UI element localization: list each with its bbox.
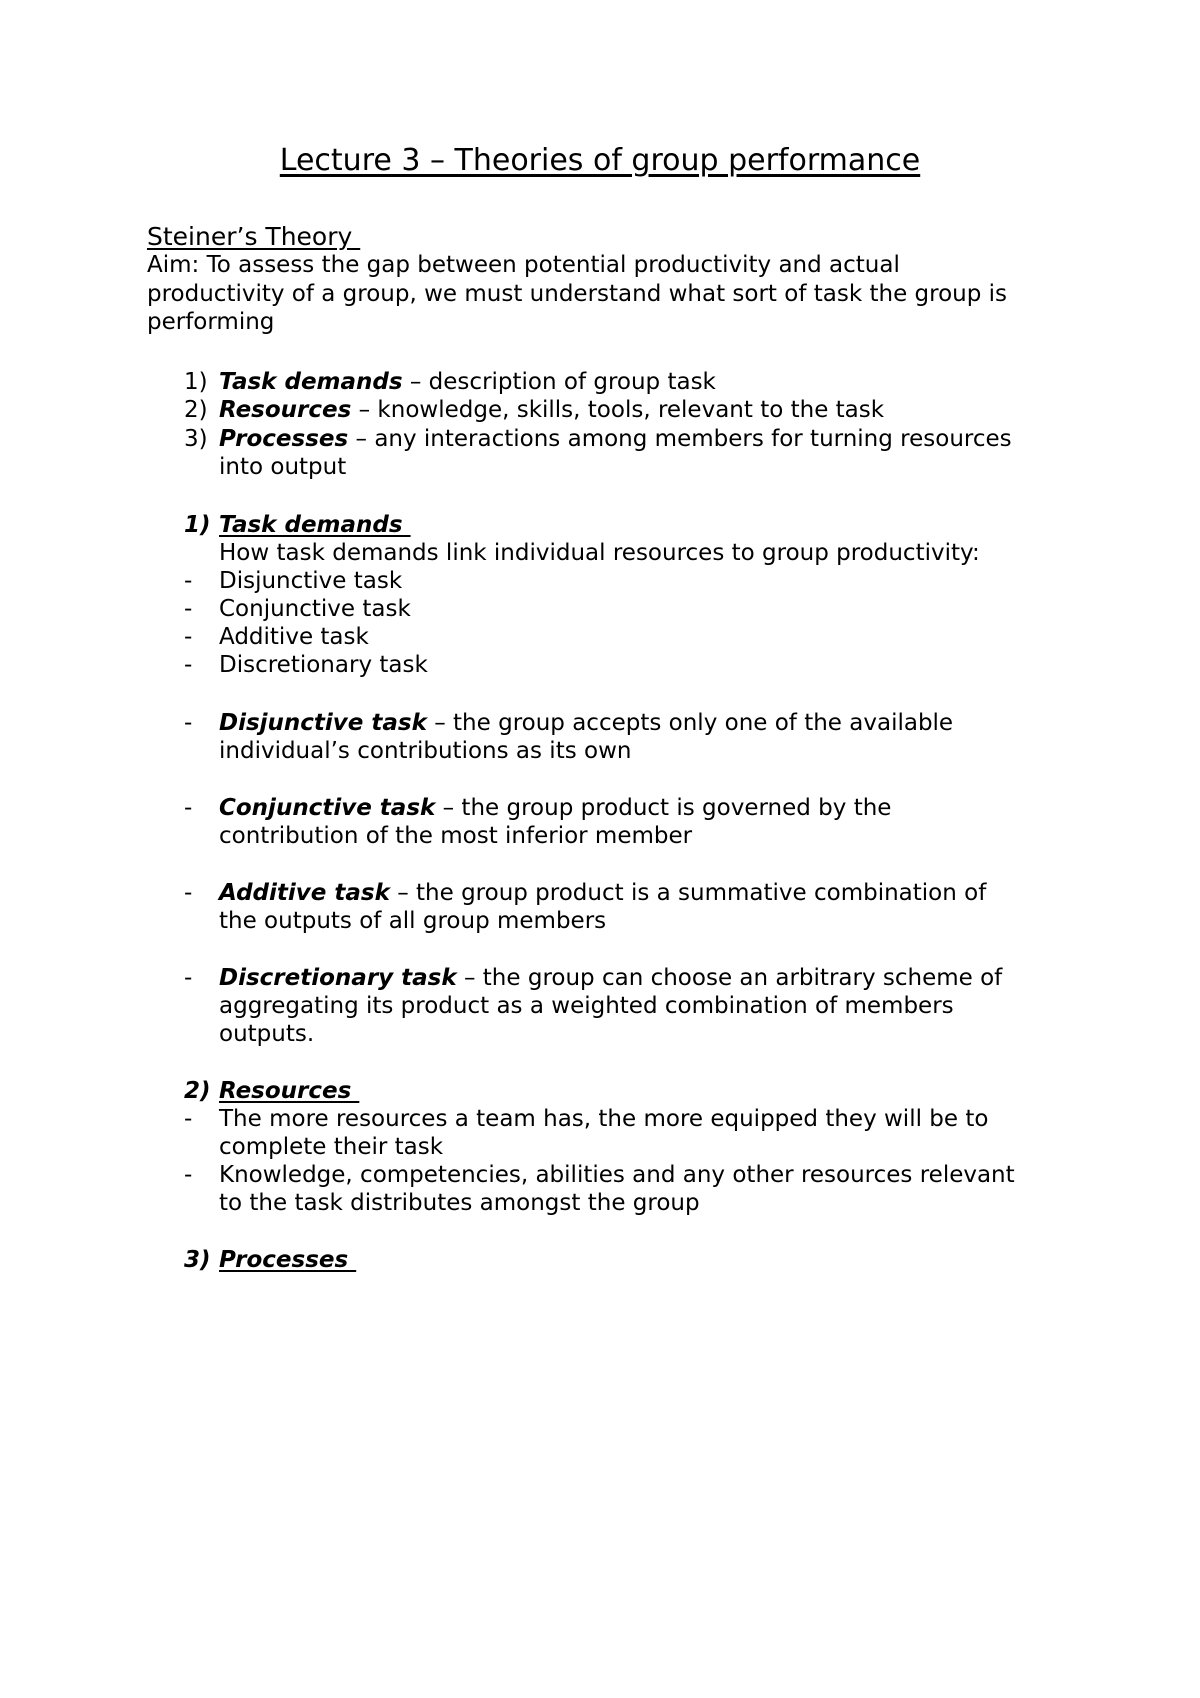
subsection-heading-processes xyxy=(0,1246,1200,1275)
bullet-item xyxy=(0,1161,1200,1190)
definition-text: individual’s contributions as its own xyxy=(219,738,632,764)
bullet-dash: - xyxy=(184,880,193,906)
item-term: Processes xyxy=(219,426,349,452)
definition-term: Additive task xyxy=(219,880,390,906)
bullet-dash: - xyxy=(184,624,193,650)
page-title: Lecture 3 – Theories of group performance xyxy=(279,143,921,178)
subsection-title: Task demands xyxy=(219,512,411,538)
definition-item xyxy=(0,879,1200,908)
numbered-item xyxy=(0,425,1200,454)
definition-text: – the group product is a summative combination of xyxy=(389,880,987,906)
subsection-heading-task-demands xyxy=(0,511,1200,540)
item-text: – any interactions among members for turning resources xyxy=(348,426,1012,452)
subsection-title: Processes xyxy=(219,1247,357,1273)
definition-term: Conjunctive task xyxy=(219,795,436,821)
bullet-item xyxy=(0,651,1200,680)
item-number: 3) xyxy=(184,426,208,452)
subsection-intro xyxy=(0,539,1200,568)
bullet-text: Discretionary task xyxy=(219,652,428,678)
numbered-item-continuation xyxy=(0,453,1200,482)
bullet-item xyxy=(0,1105,1200,1134)
subsection-heading-resources xyxy=(0,1077,1200,1106)
definition-term: Disjunctive task xyxy=(219,710,427,736)
item-text: into output xyxy=(219,454,347,480)
bullet-continuation xyxy=(0,1133,1200,1162)
aim-paragraph xyxy=(147,251,1067,337)
bullet-text: The more resources a team has, the more equipped they will be to xyxy=(219,1106,989,1132)
subsection-title: Resources xyxy=(219,1078,360,1104)
item-term: Resources xyxy=(219,397,352,423)
item-number: 2) xyxy=(184,397,208,423)
definition-text: contribution of the most inferior member xyxy=(219,823,693,849)
item-term: Task demands xyxy=(219,369,403,395)
bullet-dash: - xyxy=(184,568,193,594)
subsection-number: 3) xyxy=(184,1247,211,1273)
bullet-dash: - xyxy=(184,795,193,821)
bullet-item xyxy=(0,567,1200,596)
definition-text: – the group product is governed by the xyxy=(435,795,892,821)
definition-continuation xyxy=(0,992,1200,1021)
section-heading: Steiner’s Theory xyxy=(147,222,361,251)
definition-text: – the group accepts only one of the available xyxy=(426,710,954,736)
definition-text: – the group can choose an arbitrary scheme of xyxy=(456,965,1003,991)
definition-continuation xyxy=(0,907,1200,936)
bullet-dash: - xyxy=(184,965,193,991)
intro-text: How task demands link individual resources to group productivity: xyxy=(219,540,980,566)
bullet-continuation xyxy=(0,1189,1200,1218)
definition-text: aggregating its product as a weighted combination of members xyxy=(219,993,954,1019)
bullet-dash: - xyxy=(184,652,193,678)
definition-continuation xyxy=(0,822,1200,851)
definition-continuation xyxy=(0,737,1200,766)
definition-text: outputs. xyxy=(219,1021,315,1047)
definition-text: the outputs of all group members xyxy=(219,908,607,934)
bullet-text: Conjunctive task xyxy=(219,596,411,622)
bullet-text: Knowledge, competencies, abilities and any other resources relevant xyxy=(219,1162,1015,1188)
item-text: – knowledge, skills, tools, relevant to the task xyxy=(351,397,885,423)
item-text: – description of group task xyxy=(402,369,716,395)
numbered-item xyxy=(0,368,1200,397)
bullet-text: Disjunctive task xyxy=(219,568,403,594)
aim-line: performing xyxy=(147,309,275,335)
numbered-item xyxy=(0,396,1200,425)
bullet-dash: - xyxy=(184,596,193,622)
bullet-text: to the task distributes amongst the group xyxy=(219,1190,700,1216)
aim-line: Aim: To assess the gap between potential productivity and actual xyxy=(147,252,900,278)
aim-line: productivity of a group, we must understand what sort of task the group is xyxy=(147,280,1008,307)
definition-item xyxy=(0,794,1200,823)
item-number: 1) xyxy=(184,369,208,395)
definition-term: Discretionary task xyxy=(219,965,457,991)
bullet-text: complete their task xyxy=(219,1134,444,1160)
bullet-dash: - xyxy=(184,1106,193,1132)
bullet-dash: - xyxy=(184,710,193,736)
definition-continuation xyxy=(0,1020,1200,1049)
bullet-text: Additive task xyxy=(219,624,369,650)
bullet-item xyxy=(0,595,1200,624)
subsection-number: 1) xyxy=(184,512,211,538)
bullet-dash: - xyxy=(184,1162,193,1188)
definition-item xyxy=(0,709,1200,738)
definition-item xyxy=(0,964,1200,993)
subsection-number: 2) xyxy=(184,1078,211,1104)
bullet-item xyxy=(0,623,1200,652)
